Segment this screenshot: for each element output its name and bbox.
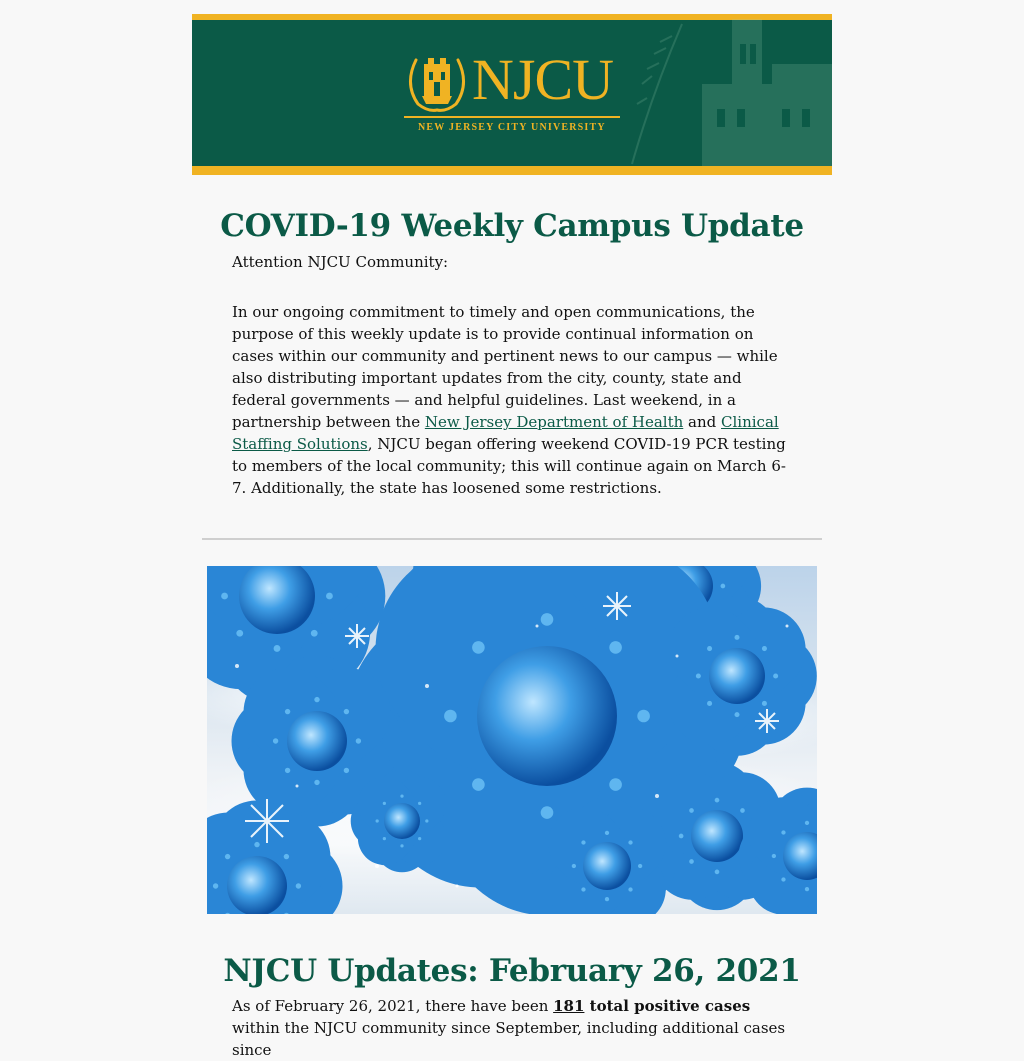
section-divider [202,538,822,540]
university-seal-icon [404,54,470,114]
section-text-2: within the NJCU community since September, including [232,1019,663,1037]
virus-illustration [207,566,817,914]
logo-rule [404,116,620,118]
intro-text-before-links: In our ongoing commitment to timely and open communications, the purpose of this weekly update is to provide continual information on cases within our community and pertinent news to our campus — while also distributing important updates from the city, county, state and federal governments — and helpful guidelines. Last weekend, in a partnership between the [232,303,778,431]
njcu-logo[interactable] [404,47,624,140]
logo-wordmark: NJCU [472,47,614,112]
banner-bottom-stripe [192,166,832,175]
intro-paragraph [232,301,797,499]
section-title: NJCU Updates: February 26, 2021 [223,953,801,989]
page-title: COVID-19 Weekly Campus Update [220,208,804,244]
logo-subtitle: NEW JERSEY CITY UNIVERSITY [418,122,606,133]
intro-text-after-links: , NJCU began offering weekend COVID-19 PCR testing to members of the local community; this will continue again on March 6-7. Additionally, the state has loosened some restrictions. [232,435,786,497]
building-illustration [622,14,832,166]
section-text-1: As of February 26, 2021, there have been [232,997,554,1015]
virus-hero-image [207,566,817,914]
positive-case-label: total positive cases [584,997,751,1015]
intro-text-and: and [683,413,722,431]
section-text-3: additional cases since [232,1019,786,1059]
clinical-staffing-solutions-link[interactable]: Clinical Staffing Solutions [232,413,779,453]
nj-department-of-health-link[interactable]: New Jersey Department of Health [424,413,684,431]
section-paragraph [232,995,797,1061]
positive-case-count: 181 [553,997,585,1015]
greeting-text: Attention NJCU Community: [232,253,449,271]
